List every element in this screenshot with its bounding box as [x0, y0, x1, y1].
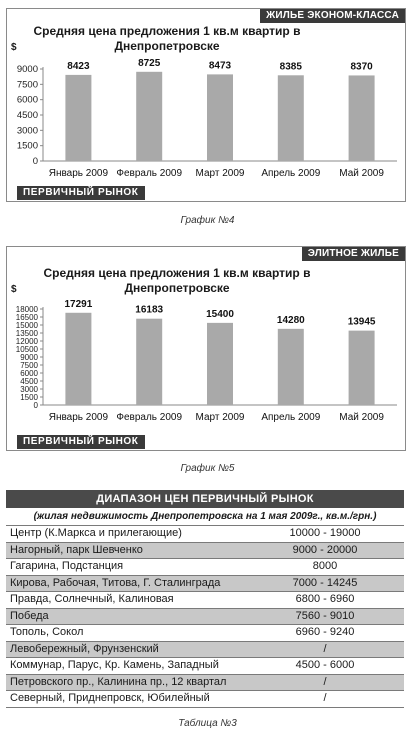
data-label: 15400 — [206, 308, 234, 320]
y-tick-label: 7500 — [16, 79, 38, 91]
x-tick-label: Январь 2009 — [48, 168, 109, 179]
price-range-cell: / — [246, 691, 404, 708]
bar — [349, 331, 375, 405]
district-cell: Правда, Солнечный, Калиновая — [6, 592, 246, 609]
y-tick-label: 7500 — [20, 361, 38, 370]
bar — [278, 75, 304, 161]
price-range-cell: 6800 - 6960 — [246, 592, 404, 609]
y-tick-label: 4500 — [20, 377, 38, 386]
price-range-cell: 7560 - 9010 — [246, 608, 404, 625]
segment-tag: ЖИЛЬЕ ЭКОНОМ-КЛАССА — [260, 9, 405, 23]
table-header: ДИАПАЗОН ЦЕН ПЕРВИЧНЫЙ РЫНОК — [6, 490, 404, 508]
bar — [349, 75, 375, 161]
data-label: 8725 — [138, 57, 161, 69]
chart-title: Средняя цена предложения 1 кв.м квартир в Днепропетровске — [43, 266, 311, 295]
table-row — [6, 608, 404, 625]
chart-panel-elite — [6, 246, 406, 451]
price-range-cell: 10000 - 19000 — [246, 526, 404, 543]
y-tick-label: 12000 — [15, 337, 38, 346]
bar-chart-economy — [7, 9, 405, 201]
y-tick-label: 6000 — [16, 94, 38, 106]
bar — [207, 74, 233, 161]
y-axis-unit: $ — [11, 42, 17, 53]
x-tick-label: Январь 2009 — [48, 412, 109, 423]
table-row — [6, 592, 404, 609]
y-tick-label: 0 — [32, 156, 38, 167]
bar-chart-elite — [7, 247, 405, 450]
y-tick-label: 13500 — [15, 329, 38, 338]
y-tick-label: 6000 — [20, 369, 38, 378]
table-row — [6, 691, 404, 708]
x-tick-label: Май 2009 — [339, 412, 384, 423]
y-tick-label: 1500 — [16, 140, 38, 152]
x-tick-label: Май 2009 — [339, 168, 384, 179]
segment-tag: ЭЛИТНОЕ ЖИЛЬЕ — [302, 247, 405, 261]
bar — [65, 75, 91, 161]
data-label: 8385 — [279, 61, 302, 73]
price-range-cell: / — [246, 674, 404, 691]
x-tick-label: Апрель 2009 — [261, 168, 321, 179]
y-tick-label: 9000 — [16, 64, 38, 75]
x-tick-label: Февраль 2009 — [116, 412, 183, 423]
district-cell: Центр (К.Маркса и прилегающие) — [6, 526, 246, 543]
table-body — [6, 526, 404, 708]
bar — [207, 323, 233, 405]
x-tick-label: Март 2009 — [195, 168, 245, 179]
price-range-cell: 6960 - 9240 — [246, 625, 404, 642]
y-tick-label: 9000 — [20, 353, 38, 362]
data-label: 8370 — [350, 61, 373, 73]
district-cell: Победа — [6, 608, 246, 625]
data-label: 14280 — [276, 314, 305, 326]
y-tick-label: 0 — [33, 401, 38, 410]
data-label: 8473 — [208, 60, 232, 72]
district-cell: Тополь, Сокол — [6, 625, 246, 642]
y-tick-label: 15000 — [15, 321, 38, 330]
table-caption: Таблица №3 — [178, 718, 237, 729]
bar — [278, 329, 304, 405]
market-tag: ПЕРВИЧНЫЙ РЫНОК — [17, 435, 145, 449]
district-cell: Коммунар, Парус, Кр. Камень, Западный — [6, 658, 246, 675]
data-label: 17291 — [64, 298, 93, 310]
y-tick-label: 1500 — [20, 393, 38, 402]
district-cell: Гагарина, Подстанция — [6, 559, 246, 576]
price-range-table — [6, 490, 404, 708]
district-cell: Левобережный, Фрунзенский — [6, 641, 246, 658]
district-cell: Северный, Приднепровск, Юбилейный — [6, 691, 246, 708]
chart-caption: График №4 — [180, 215, 235, 226]
data-label: 13945 — [347, 316, 376, 328]
table-row — [6, 641, 404, 658]
chart-caption: График №5 — [180, 463, 235, 474]
y-tick-label: 18000 — [15, 305, 38, 314]
table-subheader: (жилая недвижимость Днепропетровска на 1 мая 2009г., кв.м./грн.) — [6, 508, 404, 526]
price-range-cell: 9000 - 20000 — [246, 542, 404, 559]
data-label: 8423 — [67, 60, 90, 72]
x-tick-label: Апрель 2009 — [261, 412, 321, 423]
price-range-cell: / — [246, 641, 404, 658]
price-range-cell: 4500 - 6000 — [246, 658, 404, 675]
table-row — [6, 674, 404, 691]
y-tick-label: 3000 — [20, 385, 38, 394]
price-range-cell: 8000 — [246, 559, 404, 576]
x-tick-label: Март 2009 — [195, 412, 245, 423]
table-row — [6, 542, 404, 559]
table-row — [6, 575, 404, 592]
bar — [136, 319, 162, 405]
y-tick-label: 16500 — [15, 313, 38, 322]
x-tick-label: Февраль 2009 — [116, 168, 183, 179]
y-tick-label: 10500 — [15, 345, 38, 354]
y-tick-label: 3000 — [16, 125, 38, 137]
y-axis-unit: $ — [11, 284, 17, 295]
district-cell: Кирова, Рабочая, Титова, Г. Сталинграда — [6, 575, 246, 592]
table-row — [6, 625, 404, 642]
district-cell: Петровского пр., Калинина пр., 12 квартал — [6, 674, 246, 691]
bar — [136, 72, 162, 161]
chart-title: Средняя цена предложения 1 кв.м квартир в Днепропетровске — [33, 24, 301, 53]
y-tick-label: 4500 — [16, 110, 38, 121]
table-row — [6, 658, 404, 675]
data-label: 16183 — [135, 304, 164, 316]
table-row — [6, 526, 404, 543]
table-row — [6, 559, 404, 576]
price-range-cell: 7000 - 14245 — [246, 575, 404, 592]
district-cell: Нагорный, парк Шевченко — [6, 542, 246, 559]
bar — [65, 313, 91, 405]
market-tag: ПЕРВИЧНЫЙ РЫНОК — [17, 186, 145, 200]
chart-panel-economy — [6, 8, 406, 202]
